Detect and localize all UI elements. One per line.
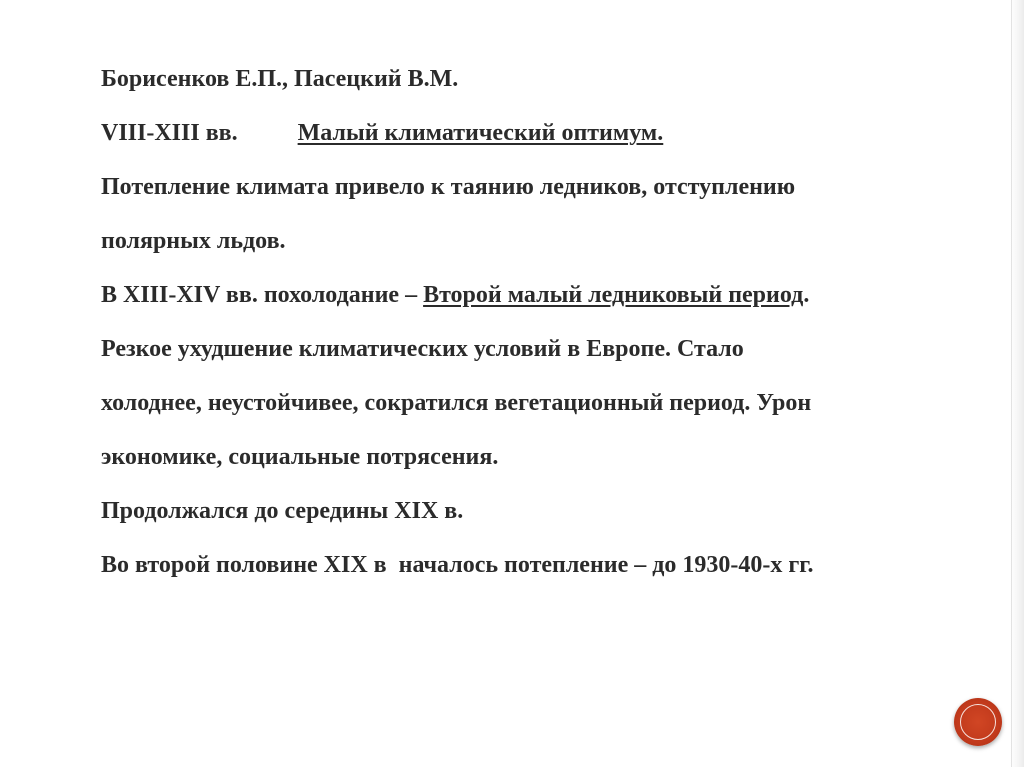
cooling-text-line-3: экономике, социальные потрясения. bbox=[101, 444, 499, 470]
end-text: Во второй половине XIX в началось потепление – до 1930-40-х гг. bbox=[101, 552, 814, 578]
period-1-title: Малый климатический оптимум. bbox=[297, 120, 664, 146]
period-2-suffix: . bbox=[803, 282, 810, 308]
slide-content bbox=[101, 52, 981, 592]
page-edge-shadow bbox=[1010, 0, 1024, 767]
period-2-title: Второй малый ледниковый период bbox=[423, 282, 804, 308]
cooling-text-line-1: Резкое ухудшение климатических условий в Европе. Стало bbox=[101, 336, 744, 362]
cooling-text-line-2: холоднее, неустойчивее, сократился вегетационный период. Урон bbox=[101, 390, 812, 416]
period-2-prefix: В XIII-XIV вв. похолодание – bbox=[101, 282, 424, 308]
period-1-line bbox=[101, 106, 981, 160]
period-2-line bbox=[101, 268, 981, 322]
warming-text-line-2: полярных льдов. bbox=[101, 228, 286, 254]
author-line: Борисенков Е.П., Пасецкий В.М. bbox=[101, 66, 459, 92]
continued-text: Продолжался до середины XIX в. bbox=[101, 498, 464, 524]
warming-text-line-1: Потепление климата привело к таянию ледников, отступлению bbox=[101, 174, 796, 200]
period-1-range: VIII-XIII вв. bbox=[101, 120, 238, 146]
badge-ring bbox=[960, 704, 996, 740]
corner-circle-badge-icon bbox=[954, 698, 1002, 746]
